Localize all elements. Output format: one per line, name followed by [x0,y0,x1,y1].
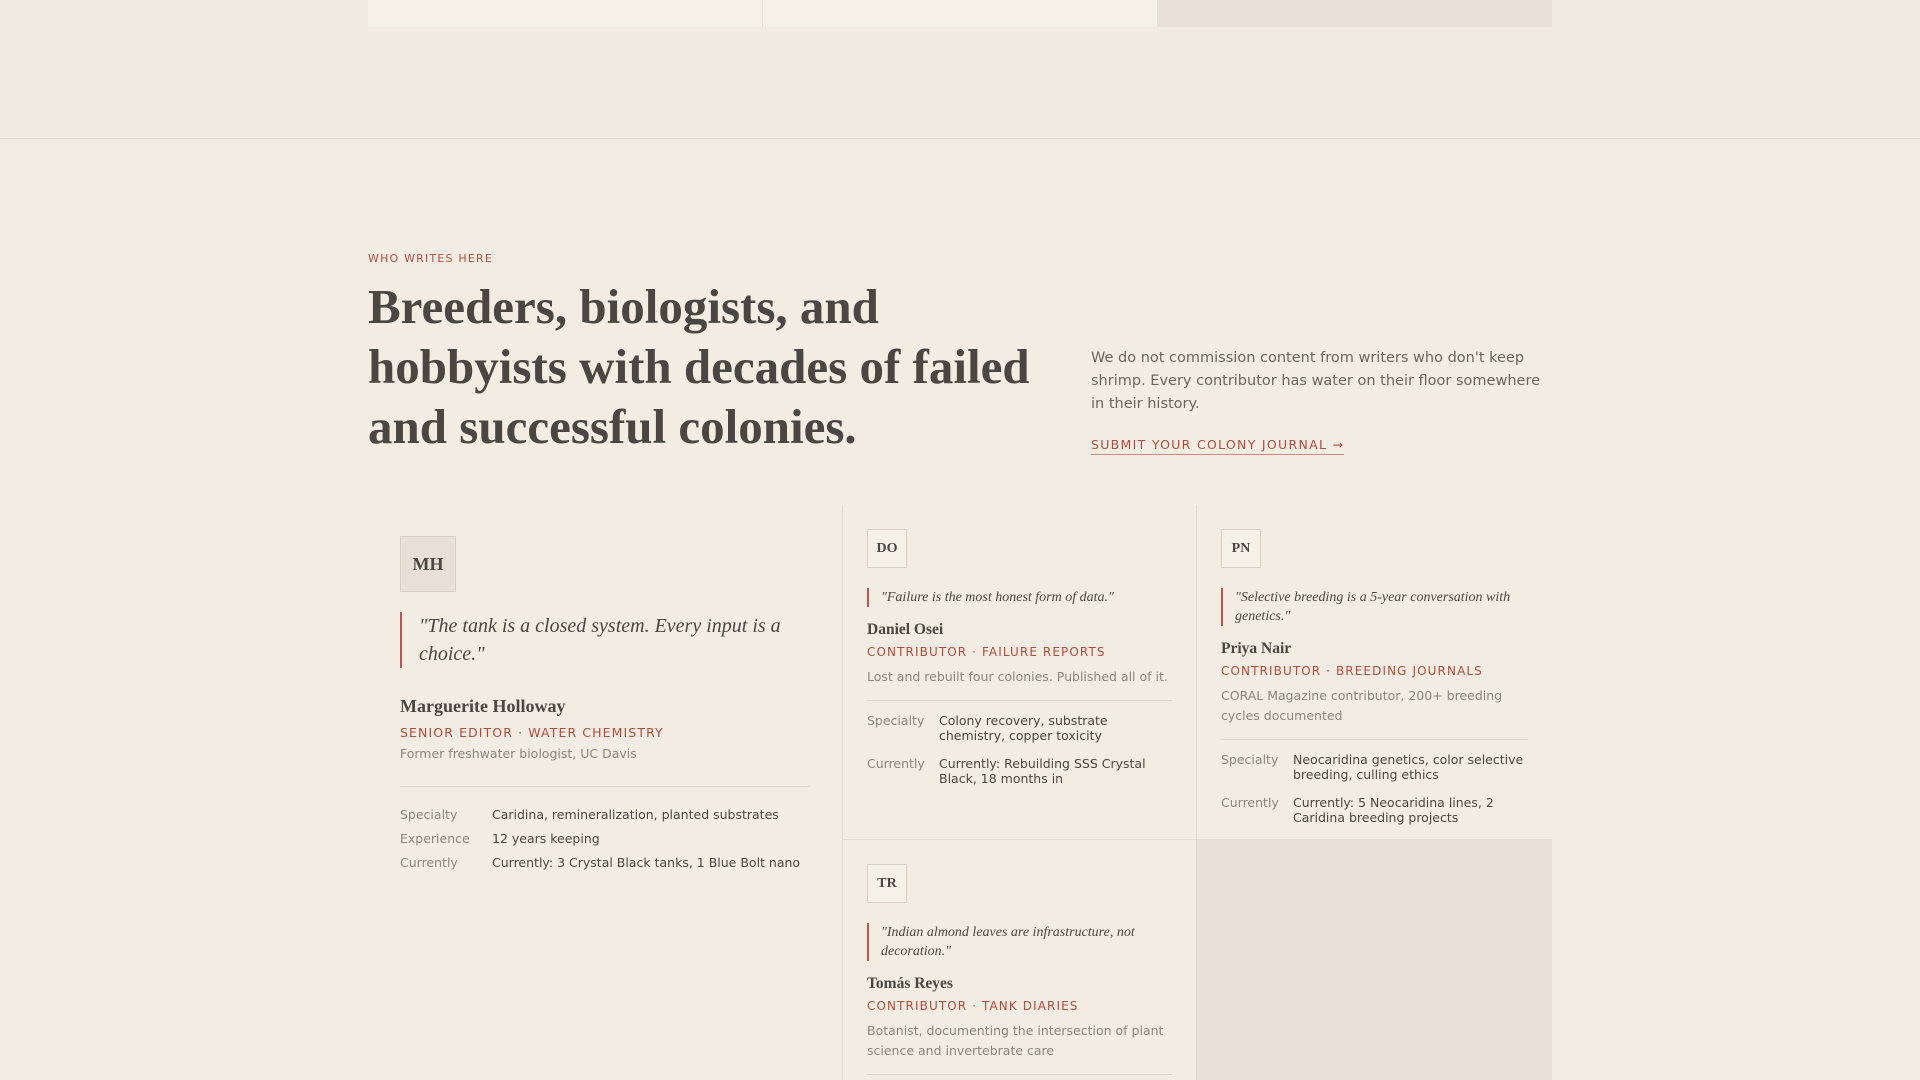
writer-quote: "Failure is the most honest form of data." [867,588,1172,607]
top-tile [368,0,763,27]
writer-name: Marguerite Holloway [400,696,566,716]
fact-value: Neocaridina genetics, color selective breeding, culling ethics [1293,752,1524,782]
section-eyebrow: WHO WRITES HERE [368,252,494,265]
writer-name: Daniel Osei [867,621,944,638]
writer-role: CONTRIBUTOR · FAILURE REPORTS [867,645,1106,659]
avatar: TR [867,864,907,903]
writer-card-daniel-osei [842,505,1197,840]
empty-grid-tile [1197,840,1552,1080]
fact-row [400,831,810,846]
fact-label: Currently [400,855,458,870]
divider [1221,739,1528,740]
writer-bio: Lost and rebuilt four colonies. Published all of it. [867,669,1168,684]
fact-value: Caridina, remineralization, planted substrates [492,807,779,822]
fact-row [1221,752,1528,782]
writer-role: SENIOR EDITOR · WATER CHEMISTRY [400,725,664,740]
writer-role: CONTRIBUTOR · TANK DIARIES [867,999,1079,1013]
fact-value: 12 years keeping [492,831,600,846]
writer-facts [867,713,1172,786]
top-tile [1158,0,1552,27]
writer-quote: "Indian almond leaves are infrastructure, not decoration." [867,923,1172,961]
fact-row [867,756,1172,786]
avatar: MH [400,536,456,592]
fact-row [400,807,810,822]
divider [867,700,1172,701]
section-headline: Breeders, biologists, and hobbyists with decades of failed and successful colonies. [368,279,1030,454]
submit-colony-journal-link[interactable]: SUBMIT YOUR COLONY JOURNAL → [1091,437,1344,455]
fact-label: Experience [400,831,470,846]
top-tile [763,0,1158,27]
fact-value: Currently: 3 Crystal Black tanks, 1 Blue Bolt nano [492,855,801,870]
fact-value: Currently: 5 Neocaridina lines, 2 Caridina breeding projects [1293,795,1494,825]
fact-label: Specialty [867,713,925,728]
fact-label: Specialty [400,807,458,822]
divider [867,1074,1172,1075]
fact-row [400,855,810,870]
writer-quote: "Selective breeding is a 5-year conversation with genetics." [1221,588,1528,626]
writer-bio: Former freshwater biologist, UC Davis [400,746,637,761]
fact-label: Currently [867,756,925,771]
writer-quote: "The tank is a closed system. Every input is a choice." [400,612,810,668]
writer-name: Tomás Reyes [867,975,953,992]
writer-facts [1221,752,1528,825]
avatar: DO [867,529,907,568]
fact-row [1221,795,1528,825]
fact-label: Specialty [1221,752,1279,767]
writer-facts [400,807,810,870]
fact-value: Currently: Rebuilding SSS Crystal Black, 18 months in [939,756,1146,786]
fact-value: Colony recovery, substrate chemistry, copper toxicity [939,713,1108,743]
divider [400,786,810,787]
fact-label: Currently [1221,795,1279,810]
writer-card-tomas-reyes [842,840,1197,1080]
writer-role: CONTRIBUTOR · BREEDING JOURNALS [1221,664,1483,678]
writer-bio: CORAL Magazine contributor, 200+ breeding cycles documented [1221,688,1503,723]
avatar: PN [1221,529,1261,568]
top-tiles [368,0,1552,27]
writer-bio: Botanist, documenting the intersection of plant science and invertebrate care [867,1023,1164,1058]
fact-row [867,713,1172,743]
writer-card-lead [368,505,842,1080]
section-description: We do not commission content from writers who don't keep shrimp. Every contributor has water on their floor somewhere in their history. [1091,350,1541,412]
top-band [0,0,1920,139]
writer-name: Priya Nair [1221,640,1292,657]
writer-card-priya-nair [1197,505,1552,840]
